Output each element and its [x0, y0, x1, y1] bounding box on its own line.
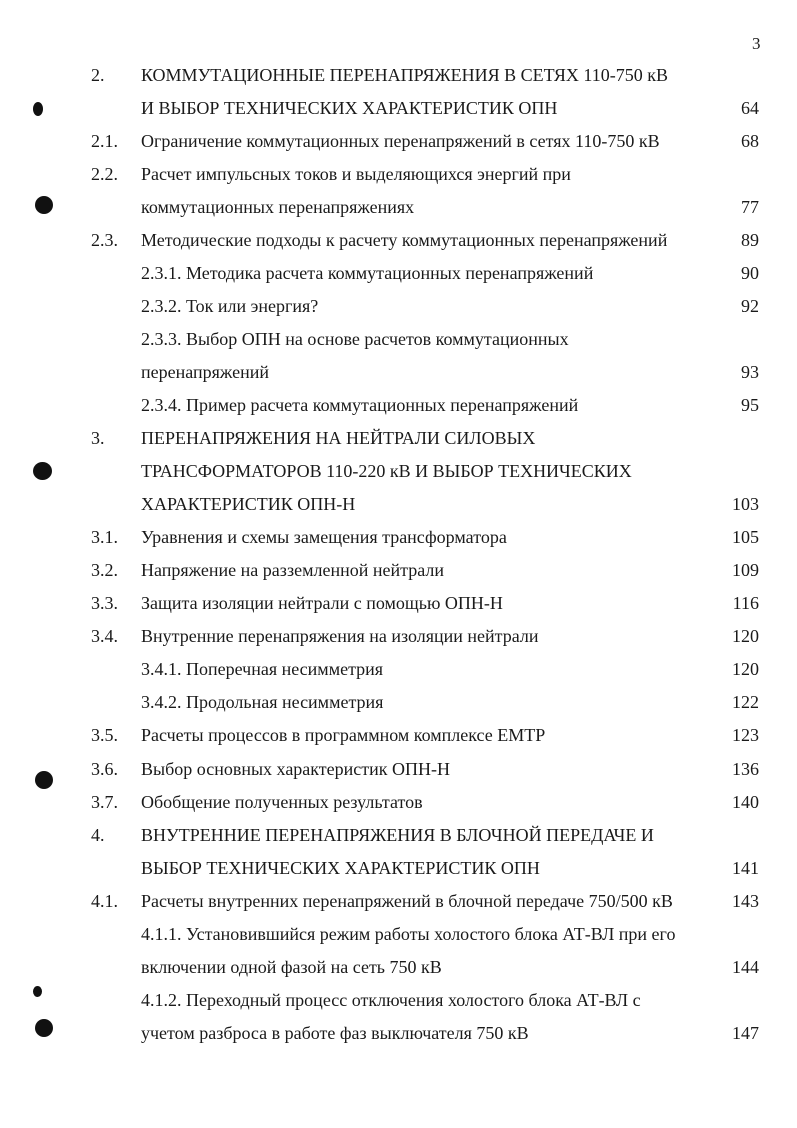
toc-title-line: перенапряжений — [141, 362, 269, 382]
toc-page: 147 — [732, 1023, 759, 1043]
toc-title-line: включении одной фазой на сеть 750 кВ — [141, 957, 442, 977]
toc-page: 64 — [741, 98, 759, 118]
toc-page: 68 — [741, 131, 759, 151]
toc-page: 92 — [741, 296, 759, 316]
toc-title-line: Расчет импульсных токов и выделяющихся энергий при — [141, 164, 571, 184]
punch-hole-mark — [33, 462, 52, 480]
toc-title-line: Уравнения и схемы замещения трансформатора — [141, 527, 507, 547]
toc-number: 4.1. — [91, 891, 118, 911]
toc-title-line: ХАРАКТЕРИСТИК ОПН-Н — [141, 494, 356, 514]
punch-hole-mark — [35, 1019, 53, 1037]
toc-page: 136 — [732, 759, 759, 779]
toc-page: 90 — [741, 263, 759, 283]
toc-title-line: Методические подходы к расчету коммутационных перенапряжений — [141, 230, 668, 250]
toc-title-line: 2.3.2. Ток или энергия? — [141, 296, 319, 316]
toc-page: 140 — [732, 792, 759, 812]
toc-title-line: Расчеты внутренних перенапряжений в блочной передаче 750/500 кВ — [141, 891, 673, 911]
toc-number: 3.6. — [91, 759, 118, 779]
toc-number: 2.3. — [91, 230, 118, 250]
punch-hole-mark — [35, 771, 53, 789]
toc-page: 105 — [732, 527, 759, 547]
toc-title-line: 4.1.1. Установившийся режим работы холостого блока АТ-ВЛ при его — [141, 924, 676, 944]
toc-page: 141 — [732, 858, 759, 878]
toc-title-line: 3.4.2. Продольная несимметрия — [141, 692, 384, 712]
toc-number: 3.7. — [91, 792, 118, 812]
toc-title-line: Ограничение коммутационных перенапряжений в сетях 110-750 кВ — [141, 131, 660, 151]
toc-page: 144 — [732, 957, 759, 977]
toc-title-line: Выбор основных характеристик ОПН-Н — [141, 759, 451, 779]
toc-page: 116 — [732, 593, 759, 613]
page-number: 3 — [752, 34, 761, 53]
punch-hole-mark — [33, 986, 42, 997]
toc-number: 3.5. — [91, 725, 118, 745]
toc-title-line: учетом разброса в работе фаз выключателя 750 кВ — [141, 1023, 529, 1043]
toc-page: 122 — [732, 692, 759, 712]
toc-number: 3.1. — [91, 527, 118, 547]
toc-number: 3.4. — [91, 626, 118, 646]
toc-number: 2.2. — [91, 164, 118, 184]
toc-number: 2. — [91, 65, 105, 85]
punch-hole-mark — [33, 102, 43, 116]
toc-number: 4. — [91, 825, 105, 845]
toc-page: 143 — [732, 891, 759, 911]
punch-hole-mark — [35, 196, 53, 214]
toc-page: 93 — [741, 362, 759, 382]
toc-title-line: ПЕРЕНАПРЯЖЕНИЯ НА НЕЙТРАЛИ СИЛОВЫХ — [141, 428, 536, 448]
toc-title-line: 2.3.1. Методика расчета коммутационных перенапряжений — [141, 263, 594, 283]
toc-title-line: 3.4.1. Поперечная несимметрия — [141, 659, 384, 679]
toc-page: 109 — [732, 560, 759, 580]
toc-page: 95 — [741, 395, 759, 415]
toc-title-line: КОММУТАЦИОННЫЕ ПЕРЕНАПРЯЖЕНИЯ В СЕТЯХ 110-750 кВ — [141, 65, 669, 85]
toc-number: 3.2. — [91, 560, 118, 580]
toc-page: 89 — [741, 230, 759, 250]
toc-title-line: 2.3.4. Пример расчета коммутационных перенапряжений — [141, 395, 579, 415]
toc-title-line: Защита изоляции нейтрали с помощью ОПН-Н — [141, 593, 503, 613]
toc-page: 103 — [732, 494, 759, 514]
toc-title-line: 2.3.3. Выбор ОПН на основе расчетов коммутационных — [141, 329, 569, 349]
toc-title-line: ВЫБОР ТЕХНИЧЕСКИХ ХАРАКТЕРИСТИК ОПН — [141, 858, 540, 878]
toc-page: 120 — [732, 659, 759, 679]
toc-title-line: коммутационных перенапряжениях — [141, 197, 415, 217]
toc-title-line: Напряжение на разземленной нейтрали — [141, 560, 445, 580]
toc-title-line: ВНУТРЕННИЕ ПЕРЕНАПРЯЖЕНИЯ В БЛОЧНОЙ ПЕРЕДАЧЕ И — [141, 825, 654, 845]
toc-number: 2.1. — [91, 131, 118, 151]
toc-title-line: 4.1.2. Переходный процесс отключения холостого блока АТ-ВЛ с — [141, 990, 641, 1010]
toc-title-line: Расчеты процессов в программном комплексе EMTP — [141, 725, 546, 745]
toc-page: 120 — [732, 626, 759, 646]
toc-title-line: ТРАНСФОРМАТОРОВ 110-220 кВ И ВЫБОР ТЕХНИЧЕСКИХ — [141, 461, 632, 481]
toc-title-line: И ВЫБОР ТЕХНИЧЕСКИХ ХАРАКТЕРИСТИК ОПН — [141, 98, 558, 118]
toc-page: 77 — [741, 197, 759, 217]
toc-number: 3.3. — [91, 593, 118, 613]
toc-title-line: Обобщение полученных результатов — [141, 792, 423, 812]
toc-page: 123 — [732, 725, 759, 745]
toc-title-line: Внутренние перенапряжения на изоляции нейтрали — [141, 626, 539, 646]
toc-number: 3. — [91, 428, 105, 448]
